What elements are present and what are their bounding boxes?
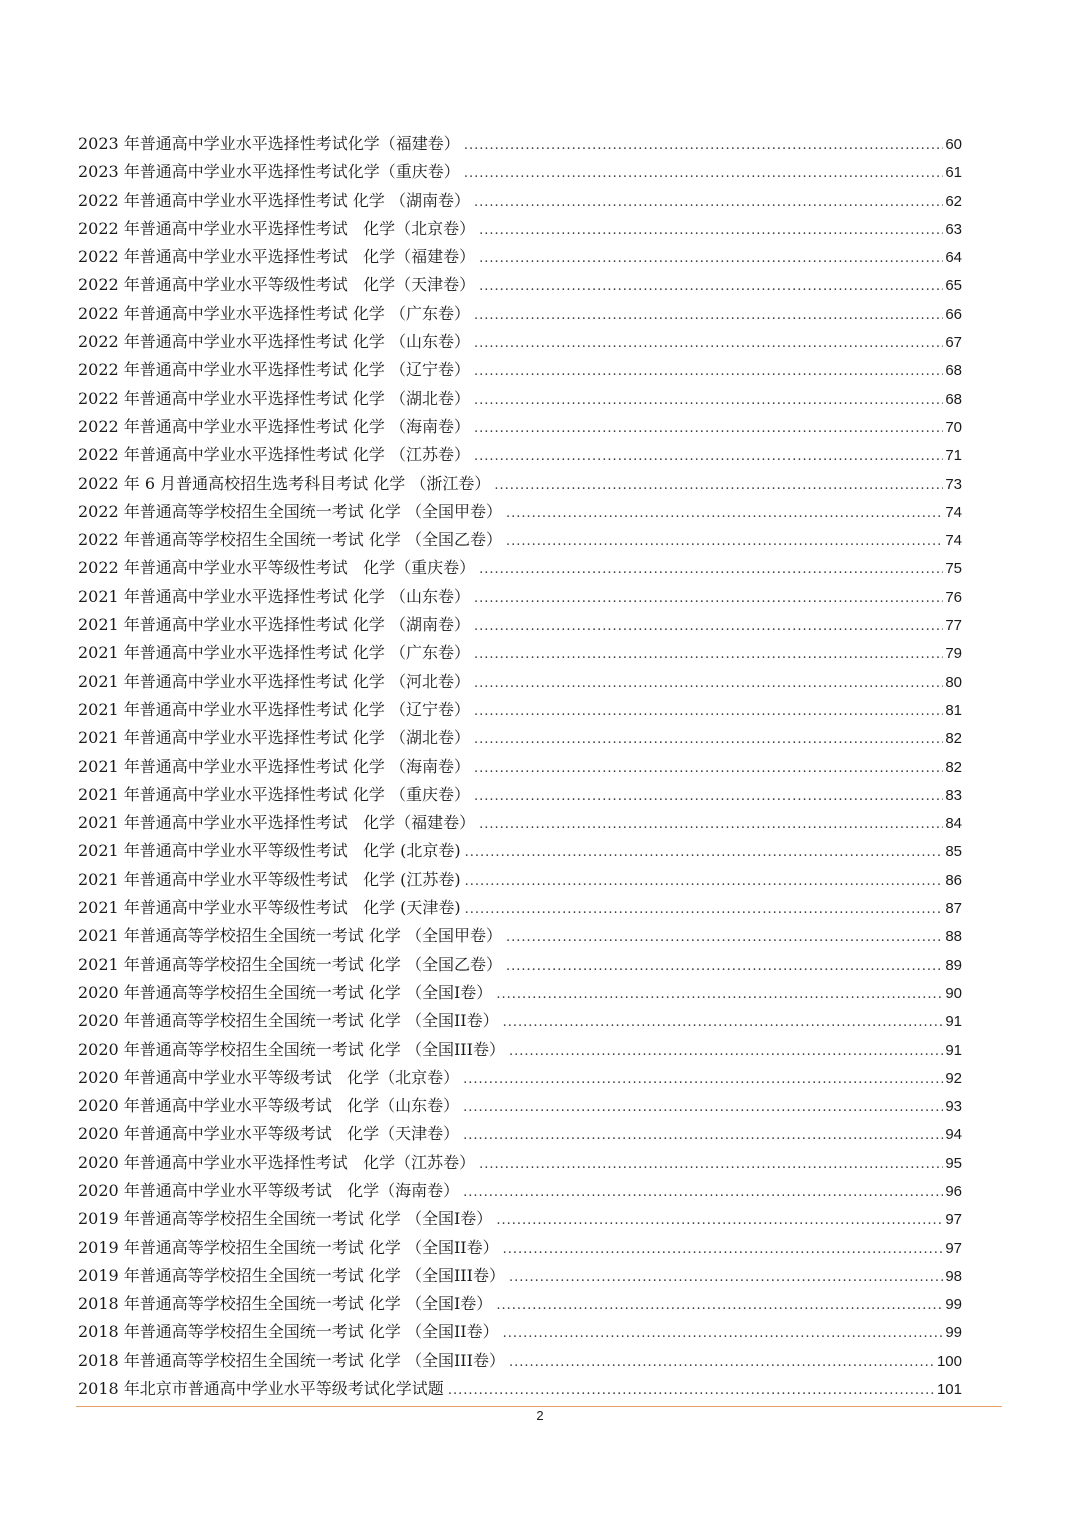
toc-entry[interactable] [78,696,962,724]
toc-entry[interactable] [78,781,962,809]
toc-entry[interactable] [78,837,962,865]
toc-entry-title: 2021 年普通高中学业水平选择性考试 化学 （广东卷） [78,643,470,663]
toc-entry-page: 88 [945,928,962,946]
toc-entry-title: 2018 年北京市普通高中学业水平等级考试化学试题 [78,1379,444,1399]
toc-entry[interactable] [78,866,962,894]
toc-entry-page: 61 [945,164,962,182]
toc-entry[interactable] [78,753,962,781]
toc-entry[interactable] [78,809,962,837]
dot-leader [506,924,943,952]
toc-entry[interactable] [78,554,962,582]
toc-entry[interactable] [78,1092,962,1120]
toc-entry-page: 99 [945,1296,962,1314]
dot-leader [474,641,943,669]
dot-leader [464,160,944,188]
dot-leader [474,698,943,726]
toc-entry[interactable] [78,328,962,356]
toc-entry-page: 86 [945,871,962,889]
toc-entry-title: 2023 年普通高中学业水平选择性考试化学（福建卷） [78,134,460,153]
toc-entry-page: 77 [945,617,962,635]
dot-leader [474,783,943,811]
toc-entry-page: 91 [945,1013,962,1031]
toc-entry-page: 60 [945,136,962,153]
toc-entry[interactable] [78,271,962,299]
toc-entry-page: 85 [945,843,962,861]
toc-entry-title: 2020 年普通高中学业水平选择性考试 化学（江苏卷） [78,1152,476,1172]
dot-leader [506,500,943,528]
toc-entry-page: 62 [945,192,962,210]
toc-entry-title: 2021 年普通高中学业水平选择性考试 化学（福建卷） [78,813,476,833]
toc-entry-title: 2020 年普通高中学业水平等级考试 化学（山东卷） [78,1096,460,1116]
dot-leader [474,585,943,613]
toc-entry-page: 65 [945,277,962,295]
dot-leader [496,981,943,1009]
toc-entry-page: 68 [945,390,962,408]
toc-entry-title: 2021 年普通高中学业水平等级性考试 化学 (北京卷) [78,841,461,861]
toc-entry-title: 2021 年普通高等学校招生全国统一考试 化学 （全国乙卷） [78,954,502,974]
toc-entry[interactable] [78,922,962,950]
toc-entry-title: 2022 年普通高中学业水平选择性考试 化学 （海南卷） [78,416,470,436]
toc-entry-title: 2020 年普通高中学业水平等级考试 化学（天津卷） [78,1124,460,1144]
toc-entry-page: 82 [945,758,962,776]
toc-entry-title: 2022 年 6 月普通高校招生选考科目考试 化学 （浙江卷） [78,473,491,493]
dot-leader [474,726,943,754]
toc-entry-title: 2022 年普通高等学校招生全国统一考试 化学 （全国乙卷） [78,530,502,550]
toc-entry-title: 2021 年普通高中学业水平选择性考试 化学 （重庆卷） [78,784,470,804]
dot-leader [474,670,943,698]
toc-entry-title: 2022 年普通高等学校招生全国统一考试 化学 （全国甲卷） [78,501,502,521]
toc-entry[interactable] [78,470,962,498]
toc-entry[interactable] [78,668,962,696]
toc-entry[interactable] [78,1318,962,1346]
toc-entry-title: 2022 年普通高中学业水平选择性考试 化学 （湖北卷） [78,388,470,408]
dot-leader [465,896,944,924]
dot-leader [509,1038,943,1066]
toc-entry[interactable] [78,187,962,215]
toc-entry-title: 2020 年普通高中学业水平等级考试 化学（北京卷） [78,1067,460,1087]
toc-entry-title: 2023 年普通高中学业水平选择性考试化学（重庆卷） [78,162,460,182]
toc-entry-page: 63 [945,220,962,238]
toc-entry-title: 2021 年普通高等学校招生全国统一考试 化学 （全国甲卷） [78,926,502,946]
toc-entry[interactable] [78,1177,962,1205]
toc-entry[interactable] [78,979,962,1007]
toc-entry-page: 84 [945,815,962,833]
toc-entry-page: 73 [945,475,962,493]
toc-entry-page: 87 [945,900,962,918]
toc-entry[interactable] [78,951,962,979]
toc-entry-page: 74 [945,503,962,521]
dot-leader [479,556,943,584]
toc-entry[interactable] [78,1262,962,1290]
toc-entry-title: 2022 年普通高中学业水平选择性考试 化学 （广东卷） [78,303,470,323]
dot-leader [506,953,943,981]
toc-entry[interactable] [78,1234,962,1262]
dot-leader [494,472,943,500]
toc-entry-title: 2022 年普通高中学业水平选择性考试 化学 （辽宁卷） [78,360,470,380]
toc-entry[interactable] [78,385,962,413]
toc-entry-page: 94 [945,1126,962,1144]
dot-leader [479,245,943,273]
dot-leader [474,387,943,415]
toc-entry-title: 2021 年普通高中学业水平等级性考试 化学 (天津卷) [78,898,461,918]
toc-entry-page: 68 [945,362,962,380]
toc-entry[interactable] [78,1347,962,1375]
dot-leader [496,1292,943,1320]
toc-entry-page: 95 [945,1154,962,1172]
toc-entry-page: 90 [945,984,962,1002]
toc-entry-title: 2021 年普通高中学业水平选择性考试 化学 （湖北卷） [78,728,470,748]
dot-leader [474,189,943,217]
toc-entry[interactable] [78,215,962,243]
toc-entry[interactable] [78,1064,962,1092]
toc-entry-title: 2020 年普通高等学校招生全国统一考试 化学 （全国I卷） [78,982,493,1002]
dot-leader [496,1207,943,1235]
toc-entry-title: 2021 年普通高中学业水平选择性考试 化学 （海南卷） [78,756,470,776]
toc-entry-title: 2021 年普通高中学业水平选择性考试 化学 （湖南卷） [78,615,470,635]
toc-entry[interactable] [78,724,962,752]
dot-leader [448,1377,935,1405]
page-number: 2 [536,1408,544,1423]
toc-entry-page: 99 [945,1324,962,1342]
toc-entry-title: 2022 年普通高中学业水平等级性考试 化学（重庆卷） [78,558,476,578]
dot-leader [465,868,944,896]
toc-entry-title: 2022 年普通高中学业水平选择性考试 化学 （江苏卷） [78,445,470,465]
toc-entry[interactable] [78,413,962,441]
toc-entry-title: 2018 年普通高等学校招生全国统一考试 化学 （全国II卷） [78,1322,499,1342]
dot-leader [463,1094,943,1122]
toc-entry[interactable] [78,1290,962,1318]
dot-leader [509,1349,935,1377]
toc-entry-page: 70 [945,418,962,436]
toc-entry-page: 82 [945,730,962,748]
toc-entry-page: 75 [945,560,962,578]
toc-entry-title: 2021 年普通高中学业水平选择性考试 化学 （辽宁卷） [78,699,470,719]
toc-entry-page: 71 [945,447,962,465]
toc-entry-title: 2022 年普通高中学业水平等级性考试 化学（天津卷） [78,275,476,295]
toc-entry-title: 2020 年普通高中学业水平等级考试 化学（海南卷） [78,1180,460,1200]
toc-entry-page: 80 [945,673,962,691]
toc-entry-title: 2018 年普通高等学校招生全国统一考试 化学 （全国III卷） [78,1350,505,1370]
dot-leader [463,1179,943,1207]
toc-entry-page: 96 [945,1182,962,1200]
toc-entry[interactable] [78,498,962,526]
toc-entry-page: 79 [945,645,962,663]
dot-leader [474,302,943,330]
dot-leader [463,1066,943,1094]
toc-entry-title: 2022 年普通高中学业水平选择性考试 化学（北京卷） [78,218,476,238]
toc-entry-title: 2019 年普通高等学校招生全国统一考试 化学 （全国II卷） [78,1237,499,1257]
dot-leader [474,755,943,783]
toc-entry-page: 100 [936,1352,962,1370]
dot-leader [509,1264,943,1292]
toc-entry-title: 2021 年普通高中学业水平选择性考试 化学 （河北卷） [78,671,470,691]
toc-entry-title: 2022 年普通高中学业水平选择性考试 化学 （湖南卷） [78,190,470,210]
toc-entry[interactable] [78,441,962,469]
table-of-contents [78,130,962,1403]
toc-entry[interactable] [78,243,962,271]
toc-entry-title: 2021 年普通高中学业水平等级性考试 化学 (江苏卷) [78,869,461,889]
toc-entry-page: 101 [936,1381,962,1399]
toc-entry-page: 66 [945,305,962,323]
toc-entry[interactable] [78,639,962,667]
toc-entry-page: 93 [945,1098,962,1116]
toc-entry-title: 2022 年普通高中学业水平选择性考试 化学 （山东卷） [78,332,470,352]
dot-leader [474,613,943,641]
toc-entry-page: 97 [945,1211,962,1229]
dot-leader [474,330,943,358]
toc-entry[interactable] [78,1205,962,1233]
dot-leader [506,528,943,556]
dot-leader [474,443,943,471]
dot-leader [503,1009,944,1037]
toc-entry[interactable] [78,583,962,611]
toc-entry[interactable] [78,1007,962,1035]
toc-entry-title: 2020 年普通高等学校招生全国统一考试 化学 （全国III卷） [78,1039,505,1059]
toc-entry[interactable] [78,1375,962,1403]
toc-entry-page: 76 [945,588,962,606]
toc-entry-page: 83 [945,786,962,804]
toc-entry-page: 64 [945,249,962,267]
toc-entry-page: 97 [945,1239,962,1257]
toc-entry-page: 91 [945,1041,962,1059]
toc-entry-title: 2019 年普通高等学校招生全国统一考试 化学 （全国I卷） [78,1209,493,1229]
toc-entry[interactable] [78,130,962,158]
dot-leader [464,132,944,160]
toc-entry-page: 89 [945,956,962,974]
toc-entry-page: 74 [945,532,962,550]
toc-entry-page: 92 [945,1069,962,1087]
dot-leader [479,217,943,245]
dot-leader [479,273,943,301]
toc-entry-page: 67 [945,334,962,352]
toc-entry[interactable] [78,1036,962,1064]
dot-leader [463,1122,943,1150]
toc-entry-title: 2019 年普通高等学校招生全国统一考试 化学 （全国III卷） [78,1265,505,1285]
toc-entry-title: 2021 年普通高中学业水平选择性考试 化学 （山东卷） [78,586,470,606]
toc-entry-page: 81 [945,701,962,719]
footer-divider [76,1406,1002,1407]
toc-entry-page: 98 [945,1267,962,1285]
dot-leader [479,811,943,839]
toc-entry-title: 2020 年普通高等学校招生全国统一考试 化学 （全国II卷） [78,1011,499,1031]
toc-entry[interactable] [78,611,962,639]
dot-leader [503,1236,944,1264]
dot-leader [474,415,943,443]
dot-leader [479,1151,943,1179]
dot-leader [465,839,944,867]
toc-entry[interactable] [78,1120,962,1148]
toc-entry[interactable] [78,526,962,554]
toc-entry[interactable] [78,158,962,186]
toc-entry-title: 2022 年普通高中学业水平选择性考试 化学（福建卷） [78,247,476,267]
dot-leader [503,1320,944,1348]
toc-entry[interactable] [78,1149,962,1177]
toc-entry[interactable] [78,894,962,922]
dot-leader [474,358,943,386]
toc-entry-title: 2018 年普通高等学校招生全国统一考试 化学 （全国I卷） [78,1294,493,1314]
toc-entry[interactable] [78,356,962,384]
toc-entry[interactable] [78,300,962,328]
